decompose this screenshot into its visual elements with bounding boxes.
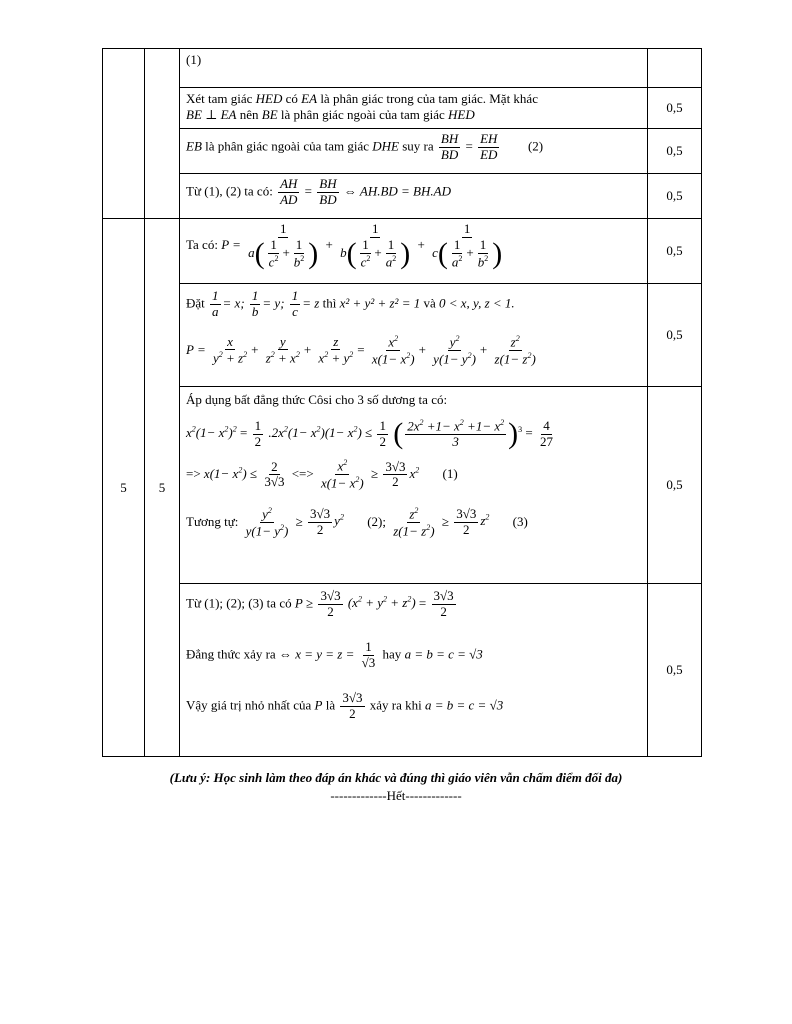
score-cell: 0,5 bbox=[648, 129, 702, 174]
content-cell: Áp dụng bất đẳng thức Côsi cho 3 số dương ta có: $x^2(1- x^2)^2$ = $\frac{1}{2}$ $.2x^2(1- x^2)(1- x^2)$ ≤ $\frac{1}{2}$ ( $\frac{2x^2 +1- x^2 +1- x^2}{3}$ )$^3$ = $\frac{4}{27}$ => $x(1- x^2)$ ≤ $\frac{2}{3√3}$ <=> $\frac{x^2}{x(1- x^2)}$ ≥ $\frac{3√3}{2}$ $x^2$ (1) Tương tự: $\frac{y^2}{y(1- y^2)}$ ≥ $\frac{3√3}{2}$ $y^2$ (2); $\frac{z^2}{z(1- z^2)}$ ≥ $\frac{3√3}{2}$ $z^2$ (3) bbox=[180, 387, 648, 584]
content-cell: Từ (1), (2) ta có: $\frac{AH}{AD}$ = $\frac{BH}{BD}$ ⇔ AH.BD = BH.AD bbox=[180, 174, 648, 219]
content-cell: Xét tam giác HED có EA là phân giác trong của tam giác. Mặt khác BE ⊥ EA nên BE là phân giác ngoài của tam giác HED bbox=[180, 88, 648, 129]
score-cell: 0,5 bbox=[648, 387, 702, 584]
score-cell: 0,5 bbox=[648, 174, 702, 219]
question-points: 5 bbox=[145, 219, 180, 757]
score-cell: 0,5 bbox=[648, 284, 702, 387]
content-cell: Ta có: P = 1 a( $\frac{1}{c^2}$ + $\frac{1}{b^2}$ ) + 1 b( $\frac{1}{c^2}$ + $\frac{1}{a^2}$ ) + 1 c( $\frac{1}{a^2}$ + $\frac{1}{b^2}$ ) bbox=[180, 219, 648, 284]
fraction: $\frac{EH}{ED}$ bbox=[480, 131, 498, 162]
score-cell: 0,5 bbox=[648, 88, 702, 129]
content-cell: EB là phân giác ngoài của tam giác DHE suy ra $\frac{BH}{BD}$ = $\frac{EH}{ED}$ (2) bbox=[180, 129, 648, 174]
score-cell bbox=[648, 49, 702, 88]
content-cell: Từ (1); (2); (3) ta có P ≥ $\frac{3√3}{2}$ $(x^2 + y^2 + z^2)$ = $\frac{3√3}{2}$ Đẳng thức xảy ra ⇔ x = y = z = $\frac{1}{√3}$ hay a = b = c = √3 Vậy giá trị nhỏ nhất của P là $\frac{3√3}{2}$ xảy ra khi a = b = c = √3 bbox=[180, 584, 648, 757]
question-cell bbox=[103, 49, 145, 219]
fraction: $\frac{AH}{AD}$ bbox=[280, 176, 298, 207]
answer-table bbox=[102, 48, 702, 757]
score-cell: 0,5 bbox=[648, 219, 702, 284]
footnote: (Lưu ý: Học sinh làm theo đáp án khác và đúng thì giáo viên vẫn chấm điểm đối đa) bbox=[169, 770, 623, 785]
content-cell: Đặt $\frac{1}{a}$ = x; $\frac{1}{b}$ = y; $\frac{1}{c}$ = z thì x² + y² + z² = 1 và 0 < x, y, z < 1. P = $\frac{x}{y^2 + z^2}$ + $\frac{y}{z^2 + x^2}$ + $\frac{z}{x^2 + y^2}$ = $\frac{x^2}{x(1- x^2)}$ + $\frac{y^2}{y(1- y^2)}$ + $\frac{z^2}{z(1- z^2)}$ bbox=[180, 284, 648, 387]
points-cell bbox=[145, 49, 180, 219]
end-marker: -------------Hết------------- bbox=[330, 788, 462, 803]
row-text: (1) bbox=[186, 52, 202, 67]
fraction: $\frac{BH}{BD}$ bbox=[440, 131, 459, 162]
fraction: $\frac{BH}{BD}$ bbox=[319, 176, 337, 207]
score-cell: 0,5 bbox=[648, 584, 702, 757]
fraction: 1 c( $\frac{1}{a^2}$ + $\frac{1}{b^2}$ ) bbox=[432, 221, 503, 271]
question-number: 5 bbox=[103, 219, 145, 757]
fraction: 1 b( $\frac{1}{c^2}$ + $\frac{1}{a^2}$ ) bbox=[340, 221, 411, 271]
content-cell bbox=[180, 49, 648, 88]
fraction: 1 a( $\frac{1}{c^2}$ + $\frac{1}{b^2}$ ) bbox=[248, 221, 319, 271]
